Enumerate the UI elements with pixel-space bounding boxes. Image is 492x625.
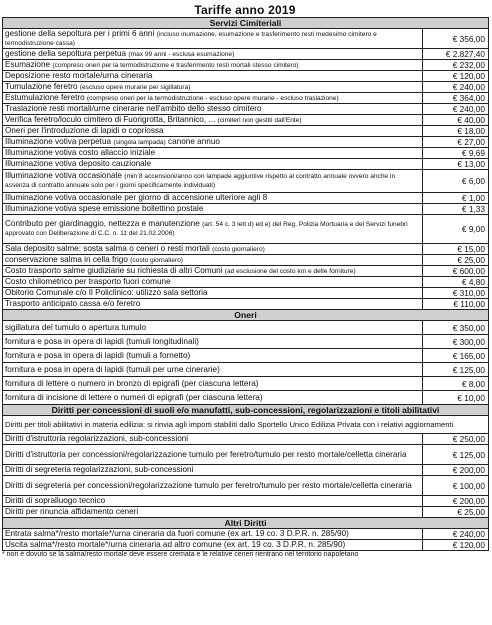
tariff-description (3, 434, 423, 445)
tariff-row (3, 215, 489, 244)
description-text: conservazione salma in cella frigo (5, 254, 128, 264)
tariff-description (3, 445, 423, 465)
tariff-price: € 9,69 (423, 148, 489, 159)
description-text: gestione della sepoltura perpetua (5, 48, 127, 58)
tariff-description (3, 159, 423, 170)
tariff-price: € 15,00 (423, 244, 489, 255)
tariff-row (3, 391, 489, 405)
tariff-row (3, 60, 489, 71)
description-note: (compreso oneri per la termodistruzione - escluso opere murarie - escluso traslazione) (86, 94, 339, 102)
description-note: (escluso opere murarie per sigillatura) (79, 83, 191, 91)
tariff-row (3, 126, 489, 137)
tariff-description (3, 299, 423, 310)
tariff-row (3, 416, 489, 434)
description-note: (compreso oneri per la termodistruzione e trasferimento resti mortali stesso cimitero) (52, 61, 299, 69)
tariff-description (3, 335, 423, 349)
description-text: Illuminazione votiva costo allaccio iniziale (5, 148, 156, 157)
tariff-row (3, 496, 489, 507)
tariff-description (3, 416, 489, 434)
tariff-description (3, 476, 423, 496)
tariff-row (3, 363, 489, 377)
tariff-description (3, 288, 423, 299)
tariff-row (3, 277, 489, 288)
tariff-price: € 1,00 (423, 193, 489, 204)
tariff-row (3, 104, 489, 115)
tariff-row (3, 445, 489, 465)
tariff-description (3, 104, 423, 115)
tariff-price: € 600,00 (423, 266, 489, 277)
tariff-price: € 232,00 (423, 60, 489, 71)
tariff-row (3, 377, 489, 391)
tariff-description (3, 377, 423, 391)
section-title: Diritti per concessioni di suoli e/o manufatti, sub-concessioni, regolarizzazioni e titoli abilitativi (3, 405, 489, 416)
tariff-description (3, 137, 423, 148)
description-text: Diritti di sopralluogo tecnico (5, 496, 106, 505)
tariff-description (3, 126, 423, 137)
tariff-price: € 125,00 (423, 445, 489, 465)
tariff-description (3, 529, 423, 540)
description-text: Diritti di segreteria regolarizzazioni, sub-concessioni (5, 465, 194, 474)
section-header (3, 310, 489, 321)
tariff-price: € 250,00 (423, 434, 489, 445)
description-text: fornitura e posa in opera di lapidi (tumuli longitudinali) (5, 336, 199, 346)
description-text: Costo trasporto salme giudiziarie su richiesta di altri Comuni (5, 265, 223, 275)
tariff-price: € 4,80 (423, 277, 489, 288)
section-header (3, 518, 489, 529)
description-text: Diritti d'istruttoria per concessioni/regolarizzazione tumulo per feretro/tumulo per resto mortale/celletta cineraria (5, 449, 407, 459)
tariff-price: € 200,00 (423, 465, 489, 476)
description-text: Costo chilometrico per trasporto fuori comune (5, 277, 171, 286)
tariff-price: € 25,00 (423, 507, 489, 518)
description-note: (singola lampada) (113, 138, 166, 146)
description-text: fornitura di incisione di lettere o numeri di epigrafi (per ciascuna lettera) (5, 392, 263, 402)
tariff-price: € 2.827,40 (423, 49, 489, 60)
description-text: Obitorio Comunale c/o Il Policlinico: utilizzo sala settoria (5, 288, 208, 297)
section-title: Oneri (3, 310, 489, 321)
description-text: Sala deposito salme: sosta salma o ceneri o resti mortali (5, 243, 210, 253)
tariff-price: € 350,00 (423, 321, 489, 335)
tariff-price: € 25,00 (423, 255, 489, 266)
tariff-description (3, 321, 423, 335)
section-title: Servizi Cimiteriali (3, 18, 489, 29)
tariff-price: € 125,00 (423, 363, 489, 377)
description-text: Diritti per titoli abilitativi in materia edilizia: si rinvia agli importi stabiliti dallo Sportello Unico Edilizia Privata con i relativi aggiornamenti (5, 419, 454, 429)
tariff-price: € 364,00 (423, 93, 489, 104)
tariff-description (3, 204, 423, 215)
tariff-description (3, 363, 423, 377)
tariff-description (3, 82, 423, 93)
section-header (3, 18, 489, 29)
description-text: fornitura e posa in opera di lapidi (tumuli per urne cinerarie) (5, 364, 220, 374)
tariff-price: € 10,00 (423, 391, 489, 405)
description-text: Illuminazione votiva spese emissione bollettino postale (5, 204, 204, 213)
tariff-row (3, 507, 489, 518)
description-text: fornitura di lettere o numero in bronzo di epigrafi (per ciascuna lettera) (5, 378, 259, 388)
description-text: Illuminazione votiva perpetua (5, 136, 112, 146)
description-note: (incluso inumazione, esumazione e trasferimento resti medesimo cimitero e termodistruzione cassa) (5, 30, 377, 47)
tariff-description (3, 93, 423, 104)
description-text: Verifica feretro/loculo cimitero di Fuorigrotta, Britannico, ... (5, 114, 216, 124)
tariff-row (3, 137, 489, 148)
description-text: Oneri per l'introduzione di lapidi o copriossa (5, 126, 164, 135)
tariff-row (3, 465, 489, 476)
tariff-description (3, 465, 423, 476)
description-text: Illuminazione votiva deposito cauzionale (5, 159, 152, 168)
tariff-price: € 200,00 (423, 496, 489, 507)
description-suffix: canone annuo (168, 136, 220, 146)
description-text: Illuminazione votiva occasionale (5, 171, 122, 180)
description-text: Tumulazione feretro (5, 81, 78, 91)
description-note: (cimiteri non gestiti dall'Ente) (217, 116, 302, 124)
tariff-row (3, 71, 489, 82)
tariff-description (3, 49, 423, 60)
description-text: Traslazione resti mortali/urne cinerarie nell'ambito dello stesso cimitero (5, 104, 262, 113)
tariff-description (3, 148, 423, 159)
tariff-price: € 240,00 (423, 529, 489, 540)
tariff-row (3, 434, 489, 445)
description-note: (min 8 accensioni/anno con lampade aggiuntive rispetto al contratto annuale ovvero anche in assenza di contratto annuale solo per i giorni specificamente individuati) (5, 173, 396, 189)
tariff-price: € 6,00 (423, 170, 489, 193)
tariff-description (3, 29, 423, 49)
tariff-row (3, 321, 489, 335)
tariff-row (3, 349, 489, 363)
tariff-description (3, 115, 423, 126)
tariff-row (3, 49, 489, 60)
tariff-price: € 165,00 (423, 349, 489, 363)
tariff-row (3, 115, 489, 126)
description-text: Diritti per rinuncia affidamento ceneri (5, 507, 139, 516)
description-note: (ad esclusione del costo km e delle forniture) (224, 267, 356, 275)
tariff-description (3, 507, 423, 518)
tariff-row (3, 148, 489, 159)
description-note: (costo giornaliero) (212, 245, 265, 253)
tariff-price: € 1,33 (423, 204, 489, 215)
tariff-price: € 27,00 (423, 137, 489, 148)
tariff-price: € 300,00 (423, 335, 489, 349)
section-header (3, 405, 489, 416)
tariff-price: € 13,00 (423, 159, 489, 170)
tariff-price: € 310,00 (423, 288, 489, 299)
description-note: (costo giornaliero) (130, 256, 183, 264)
description-note: (art. 54 c. 3 lett d) ed e) del Reg. Polizia Mortuaria e dei Servizi funebri approvato con Deliberazione di C.C. n. 11 del 21.02.2006) (5, 221, 408, 237)
tariff-row (3, 204, 489, 215)
description-note: (max 99 anni - esclusa esumazione) (128, 50, 235, 58)
page-title: Tariffe anno 2019 (194, 3, 296, 17)
tariff-row (3, 170, 489, 193)
tariff-row (3, 288, 489, 299)
tariff-description (3, 540, 423, 551)
tariff-row (3, 244, 489, 255)
tariff-row (3, 159, 489, 170)
tariff-price: € 356,00 (423, 29, 489, 49)
tariff-row (3, 335, 489, 349)
tariff-price: € 100,00 (423, 476, 489, 496)
description-text: Entrata salma*/resto mortale*/urna cineraria da fuori comune (ex art. 19 co. 3 D.P.R. n. 285/90) (5, 529, 349, 538)
description-text: Diritti di segreteria per concessioni/regolarizzazione tumulo per feretro/tumulo per resto mortale/celletta cineraria (5, 480, 412, 490)
description-text: Deposizione resto mortale/urna cineraria (5, 71, 153, 80)
description-text: Uscita salma*/resto mortale*/urna cineraria ad altro comune (ex art. 19 co. 3 D.P.R. n. 285/90) (5, 540, 346, 549)
description-text: fornitura e posa in opera di lapidi (tumuli a fornetto) (5, 350, 191, 360)
tariff-price: € 240,00 (423, 82, 489, 93)
tariff-price: € 18,00 (423, 126, 489, 137)
tariff-row (3, 82, 489, 93)
tariff-description (3, 496, 423, 507)
description-text: Diritti d'istruttoria regolarizzazioni, sub-concessioni (5, 434, 189, 443)
description-text: Esumazione (5, 59, 51, 69)
tariff-description (3, 349, 423, 363)
tariff-row (3, 93, 489, 104)
tariff-description (3, 255, 423, 266)
tariff-description (3, 244, 423, 255)
tariff-price: € 110,00 (423, 299, 489, 310)
tariff-price: € 120,00 (423, 540, 489, 551)
tariff-price: € 9,00 (423, 215, 489, 244)
description-text: Estumulazione feretro (5, 92, 85, 102)
tariff-page (2, 3, 488, 560)
tariff-description (3, 71, 423, 82)
tariff-price: € 8,00 (423, 377, 489, 391)
tariff-price: € 240,00 (423, 104, 489, 115)
tariff-row (3, 529, 489, 540)
tariff-row (3, 255, 489, 266)
tariff-table (2, 17, 489, 551)
tariff-row (3, 29, 489, 49)
tariff-price: € 40,00 (423, 115, 489, 126)
description-text: gestione della sepoltura per i primi 6 anni (5, 28, 155, 38)
section-title: Altri Diritti (3, 518, 489, 529)
tariff-row (3, 193, 489, 204)
tariff-description (3, 391, 423, 405)
tariff-description (3, 60, 423, 71)
tariff-row (3, 540, 489, 551)
tariff-row (3, 476, 489, 496)
tariff-row (3, 299, 489, 310)
footnote: * non è dovuto se la salma/resto mortale deve essere cremata e le relative ceneri rientrano nel territorio napoletano (2, 551, 359, 558)
tariff-price: € 120,00 (423, 71, 489, 82)
tariff-description (3, 266, 423, 277)
tariff-description (3, 215, 423, 244)
description-text: sigillatura del tumulo o apertura tumulo (5, 322, 147, 332)
description-text: Contributo per giardinaggio, nettezza e manutenzione (5, 219, 200, 228)
tariff-description (3, 193, 423, 204)
description-text: Trasporto anticipato cassa e/o feretro (5, 299, 141, 308)
tariff-row (3, 266, 489, 277)
tariff-description (3, 277, 423, 288)
description-text: Illuminazione votiva occasionale per giorno di accensione ulteriore agli 8 (5, 193, 268, 202)
tariff-description (3, 170, 423, 193)
